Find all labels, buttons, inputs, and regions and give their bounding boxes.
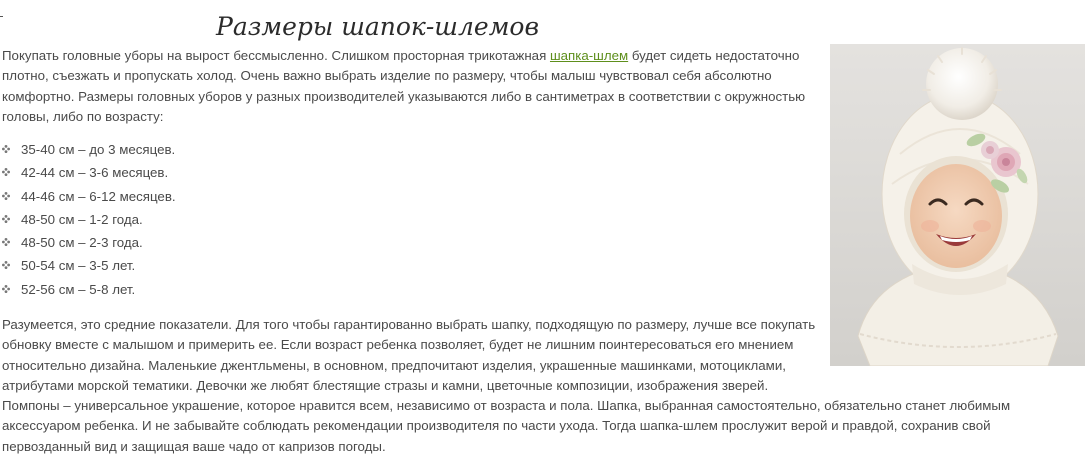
hat-helmet-link[interactable]: шапка-шлем: [549, 48, 629, 63]
size-list-item: [0, 187, 176, 210]
size-list-item: [0, 210, 176, 233]
size-list-item: [0, 256, 176, 279]
size-label: 52-56 см – 5-8 лет.: [21, 281, 136, 297]
size-list: [0, 140, 176, 303]
size-label: 48-50 см – 1-2 года.: [21, 211, 143, 227]
size-list-item: [0, 163, 176, 186]
intro-text-before-link: Покупать головные уборы на вырост бессмысленно. Слишком просторная трикотажная: [2, 48, 550, 63]
size-list-item: [0, 140, 176, 163]
page-title: Размеры шапок-шлемов: [216, 12, 540, 41]
size-label: 50-54 см – 3-5 лет.: [21, 258, 136, 274]
flower-bullet-icon: [2, 238, 10, 246]
size-label: 44-46 см – 6-12 месяцев.: [21, 188, 176, 204]
intro-text-after-link: будет сидеть недостаточно плотно, съезжать и пропускать холод. Очень важно выбрать изделие по размеру, чтобы малыш чувствовал себя абсолютно комфортно. Размеры головных уборов у разных производителей указываются либо в сантиметрах в соответствии с окружностью головы, либо по возрасту:: [2, 48, 806, 124]
flower-bullet-icon: [2, 168, 10, 176]
size-label: 48-50 см – 2-3 года.: [21, 235, 143, 251]
size-label: 42-44 см – 3-6 месяцев.: [21, 165, 169, 181]
size-list-item: [0, 280, 176, 303]
size-list-item: [0, 233, 176, 256]
flower-bullet-icon: [2, 215, 10, 223]
flower-bullet-icon: [2, 145, 10, 153]
corner-mark: [0, 16, 3, 17]
child-photo-illustration: [830, 44, 1085, 366]
flower-bullet-icon: [2, 192, 10, 200]
size-label: 35-40 см – до 3 месяцев.: [21, 142, 176, 157]
flower-bullet-icon: [2, 285, 10, 293]
outro-text: Разумеется, это средние показатели. Для того чтобы гарантированно выбрать шапку, подходящую по размеру, лучше все покупать обновку вместе с малышом и примерить ее. Если возраст ребенка позволяет, будет не лишним поинтересоваться его мнением относительно дизайна. Маленькие джентльмены, в основном, предпочитают изделия, украшенные машинками, мотоциклами, атрибутами морской тематики. Девочки же любят блестящие стразы и камни, цветочные композиции, изображения зверей. Помпоны – универсальное украшение, которое нравится всем, независимо от возраста и пола. Шапка, выбранная самостоятельно, обязательно станет любимым аксессуаром ребенка. И не забывайте соблюдать рекомендации производителя по части ухода. Тогда шапка-шлем прослужит верой и правдой, сохранив свой первозданный вид и защищая ваше чадо от капризов погоды.: [2, 317, 1011, 454]
intro-paragraph: [2, 46, 824, 127]
child-in-knitted-hat-photo: [830, 44, 1085, 366]
flower-bullet-icon: [2, 261, 10, 269]
